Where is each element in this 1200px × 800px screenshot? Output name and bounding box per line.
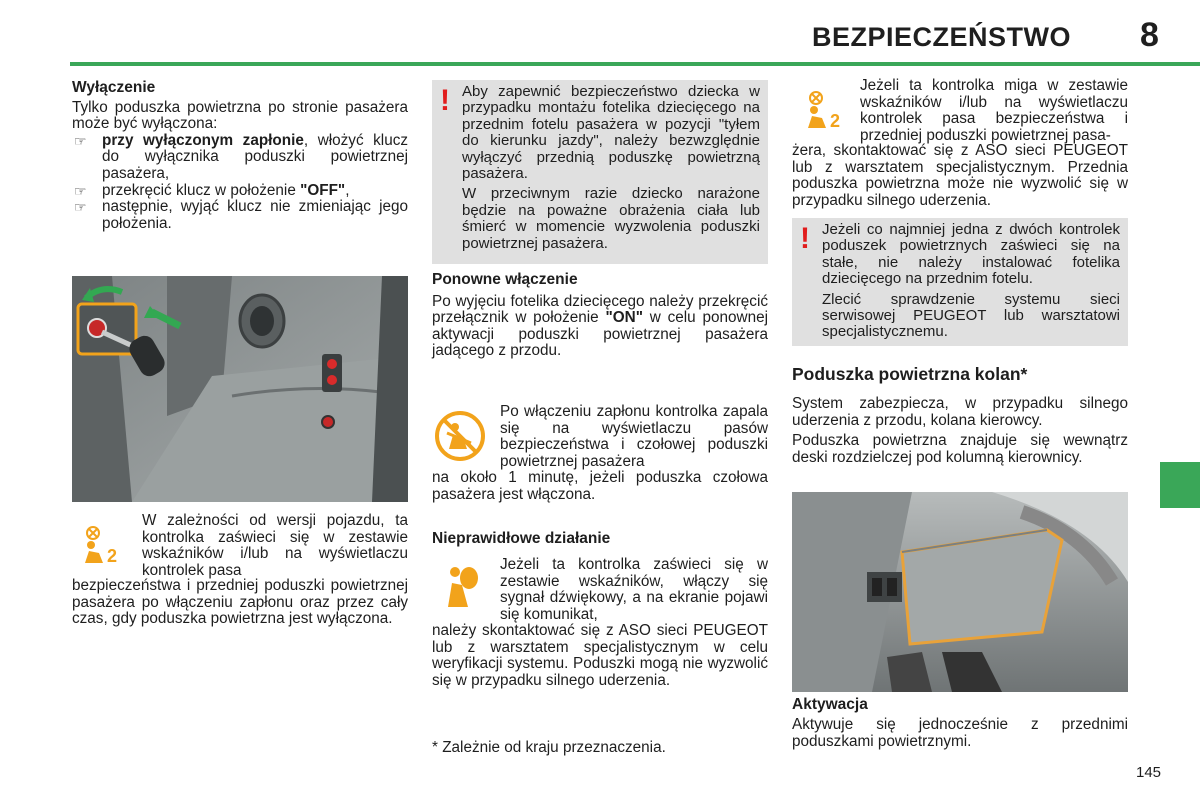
ignition-desc-a: Po włączeniu zapłonu kontrolka zapala się na wyświetlaczu pasów bezpieczeństwa i czołowej poduszki powietrznej pasażera: [500, 403, 768, 470]
reenable-section: [432, 272, 768, 360]
airbag-switch-photo: [72, 276, 408, 502]
knee-airbag-text: [792, 396, 1128, 466]
left-column-top: [72, 80, 408, 232]
step-2-bold: "OFF": [300, 181, 346, 199]
section-heading-reenable: Ponowne włączenie: [432, 271, 578, 288]
knee-text-2: Poduszka powietrzna znajduje się wewnątrz deski rozdzielczej pod kolumną kierownicy.: [792, 432, 1128, 466]
knee-airbag-photo: [792, 492, 1128, 692]
page-number: 145: [1136, 764, 1162, 781]
pointing-hand-icon: ☞: [74, 199, 87, 216]
chapter-number: 8: [1140, 16, 1159, 54]
disable-intro: Tylko poduszka powietrzna po stronie pasażera może być wyłączona:: [72, 98, 408, 133]
warning-text-2: Zlecić sprawdzenie systemu sieci serwisowej PEUGEOT lub warsztatowi specjalistycznemu.: [822, 290, 1120, 341]
pointing-hand-icon: ☞: [74, 182, 87, 199]
list-item: [72, 183, 408, 200]
step-1-bold: przy wyłączonym zapłonie: [102, 131, 304, 149]
airbag-fault-icon: [436, 562, 484, 610]
exclamation-icon: !: [440, 84, 450, 117]
svg-text:2: 2: [830, 111, 841, 130]
fault-desc-a: Jeżeli ta kontrolka zaświeci się w zestawie wskaźników, włączy się sygnał dźwiękowy, a na ekranie pojawi się komunikat,: [500, 556, 768, 623]
ignition-desc-b: na około 1 minutę, jeżeli poduszka czołowa pasażera jest włączona.: [432, 469, 768, 503]
indicator-desc-a: W zależności od wersji pojazdu, ta kontrolka zaświeci się w zestawie wskaźników i/lub na wyświetlaczu kontrolek pasa: [142, 512, 408, 579]
page-title: BEZPIECZEŃSTWO: [812, 22, 1072, 52]
blink-desc-a: Jeżeli ta kontrolka miga w zestawie wskaźników i/lub na wyświetlaczu kontrolek pasa bezpieczeństwa i przedniej poduszki powietrznej pasa-: [860, 77, 1128, 144]
reenable-text: [432, 294, 768, 360]
list-item: [72, 133, 408, 183]
step-3-text: następnie, wyjąć klucz nie zmieniając jego położenia.: [102, 198, 408, 232]
step-2-tail: ,: [345, 181, 350, 199]
activation-text: Aktywuje się jednocześnie z przednimi poduszkami powietrznymi.: [792, 716, 1128, 750]
section-heading-knee-airbag: Poduszka powietrzna kolan*: [792, 364, 1028, 384]
section-heading-fault: Nieprawidłowe działanie: [432, 530, 611, 547]
reenable-pre: Po wyjęciu fotelika dziecięcego należy przekręcić przełącznik w położenie: [432, 292, 768, 327]
exclamation-icon: !: [800, 222, 810, 255]
indicator-desc-b: bezpieczeństwa i przedniej poduszki powietrznej pasażera po włączeniu zapłonu oraz przez cały czas, gdy poduszka powietrzna jest wyłączona.: [72, 577, 408, 628]
section-heading-disable: Wyłączenie: [72, 79, 156, 96]
dashboard-side-illustration: [72, 276, 408, 502]
pointing-hand-icon: ☞: [74, 132, 87, 149]
disable-steps-list: [72, 133, 408, 233]
blink-desc-b: żera, skontaktować się z ASO sieci PEUGEOT lub z warsztatem specjalistycznym. Przednia poduszka powietrzna może nie wyzwolić się w przypadku silnego uderzenia.: [792, 142, 1128, 209]
footnote: * Zależnie od kraju przeznaczenia.: [432, 739, 666, 756]
fault-desc-b: należy skontaktować się z ASO sieci PEUGEOT lub z warsztatem specjalistycznym w celu weryfikacji systemu. Poduszki mogą nie wyzwolić się w przypadku silnego uderzenia.: [432, 622, 768, 689]
svg-text:2: 2: [107, 546, 118, 565]
reenable-on: "ON": [605, 309, 643, 327]
airbag-light-warning-box: [792, 218, 1128, 346]
airbag-off-2-icon: [800, 88, 850, 132]
step-1-text: , włożyć klucz do wyłącznika poduszki powietrznej pasażera,: [102, 131, 409, 182]
warning-text-1: Jeżeli co najmniej jedna z dwóch kontrolek poduszek powietrznych zaświeci się na stałe, nie należy instalować fotelika dziecięcego na przednim fotelu.: [822, 221, 1120, 288]
reenable-post: w celu ponownej aktywacji poduszki powietrznej pasażera jadącego z przodu.: [432, 309, 768, 360]
warning-text-1: Aby zapewnić bezpieczeństwo dziecka w przypadku montażu fotelika dziecięcego na przednim fotelu pasażera w pozycji "tyłem do kierunku jazdy", należy bezwzględnie wyłączyć przednią poduszkę powietrzną pasażera.: [462, 83, 760, 183]
airbag-off-2-icon: [78, 524, 126, 566]
knee-airbag-illustration: [792, 492, 1128, 692]
header-divider: [70, 62, 1200, 66]
seatbelt-airbag-icon: [432, 408, 488, 464]
warning-text-2: W przeciwnym razie dziecko narażone będzie na poważne obrażenia ciała lub śmierć w momencie wyzwolenia poduszki powietrznej pasażera.: [462, 185, 760, 252]
step-2-text: przekręcić klucz w położenie: [102, 181, 301, 199]
chapter-side-tab: [1160, 462, 1200, 508]
section-heading-activation: Aktywacja: [792, 696, 868, 713]
list-item: [72, 199, 408, 232]
child-seat-warning-box: [432, 80, 768, 264]
knee-text-1: System zabezpiecza, w przypadku silnego uderzenia z przodu, kolana kierowcy.: [792, 395, 1128, 429]
